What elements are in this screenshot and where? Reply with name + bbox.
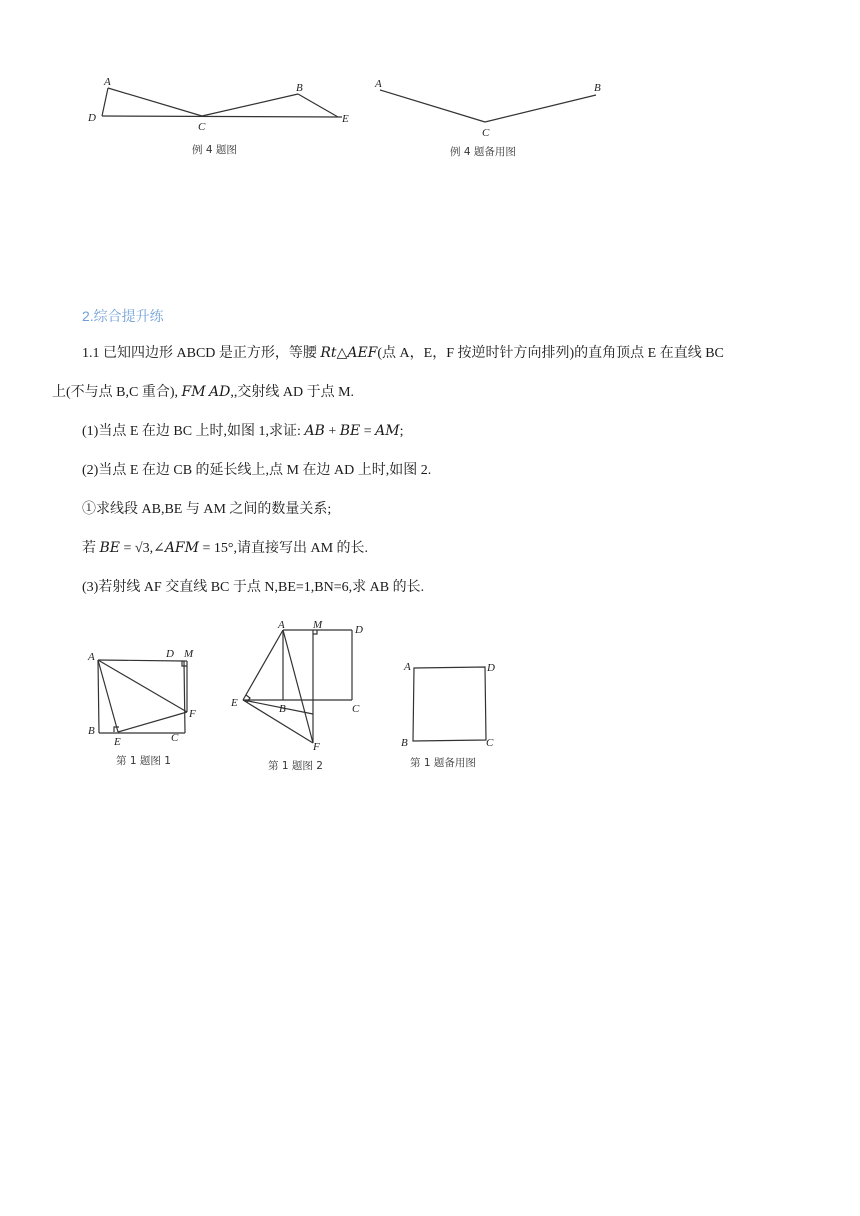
svg-text:D: D — [166, 648, 174, 660]
svg-text:M: M — [184, 648, 194, 660]
svg-text:E: E — [342, 113, 349, 125]
svg-text:M: M — [313, 619, 323, 631]
svg-text:C: C — [486, 737, 494, 749]
problem-part-3: (3)若射线 AF 交直线 BC 于点 N,BE=1,BN=6,求 AB 的长. — [82, 580, 425, 595]
problem1-backup-diagram — [398, 654, 508, 774]
example4-diagram — [80, 70, 370, 165]
svg-text:B: B — [88, 725, 95, 737]
problem1-fig1-caption: 第 1 题图 1 — [116, 755, 171, 767]
svg-text:F: F — [313, 741, 320, 753]
svg-text:A: A — [404, 661, 411, 673]
example4-backup-diagram — [370, 70, 620, 165]
svg-text:B: B — [401, 737, 408, 749]
problem-part-2b: 若 𝐵𝐸 = √3,∠𝐴𝐹𝑀 = 15°,请直接写出 AM 的长. — [82, 541, 369, 556]
svg-text:D: D — [487, 662, 495, 674]
svg-text:E: E — [114, 736, 121, 748]
problem1-diagram-2 — [228, 616, 378, 776]
problem-line-1: 1.1 已知四边形 ABCD 是正方形，等腰 𝑅𝑡△𝐴𝐸𝐹(点 A，E，F 按逆时针方向排列)的直角顶点 E 在直线 BC — [82, 346, 724, 361]
problem-part-2: (2)当点 E 在边 CB 的延长线上,点 M 在边 AD 上时,如图 2. — [82, 463, 432, 478]
example4-backup-figure — [370, 70, 620, 165]
svg-text:A: A — [278, 619, 285, 631]
svg-text:A: A — [375, 78, 382, 90]
svg-text:C: C — [352, 703, 360, 715]
svg-text:C: C — [198, 121, 206, 133]
example4-backup-caption: 例 4 题备用图 — [450, 146, 516, 158]
problem1-backup-figure — [398, 654, 508, 774]
svg-text:A: A — [104, 76, 111, 88]
svg-text:D: D — [355, 624, 363, 636]
problem-part-1: (1)当点 E 在边 BC 上时,如图 1,求证: 𝐴𝐵 + 𝐵𝐸 = 𝐴𝑀; — [82, 424, 404, 439]
example4-caption: 例 4 题图 — [192, 144, 237, 156]
problem-line-2: 上(不与点 B,C 重合), 𝐹𝑀 𝐴𝐷,,交射线 AD 于点 M. — [52, 385, 355, 400]
svg-text:F: F — [189, 708, 196, 720]
problem1-backup-caption: 第 1 题备用图 — [410, 757, 476, 769]
svg-text:B: B — [296, 82, 303, 94]
svg-text:D: D — [88, 112, 96, 124]
svg-text:C: C — [482, 127, 490, 139]
example4-figure — [80, 70, 370, 165]
section-title: 2.综合提升练 — [82, 308, 164, 324]
problem1-figure-2 — [228, 616, 378, 776]
svg-text:B: B — [279, 703, 286, 715]
svg-text:C: C — [171, 732, 179, 744]
svg-text:A: A — [88, 651, 95, 663]
svg-text:E: E — [231, 697, 238, 709]
problem1-figure-1 — [86, 640, 216, 775]
problem-part-2a: ①求线段 AB,BE 与 AM 之间的数量关系; — [82, 502, 332, 517]
svg-text:B: B — [594, 82, 601, 94]
problem1-diagram-1 — [86, 640, 216, 775]
problem1-fig2-caption: 第 1 题图 2 — [268, 760, 323, 772]
